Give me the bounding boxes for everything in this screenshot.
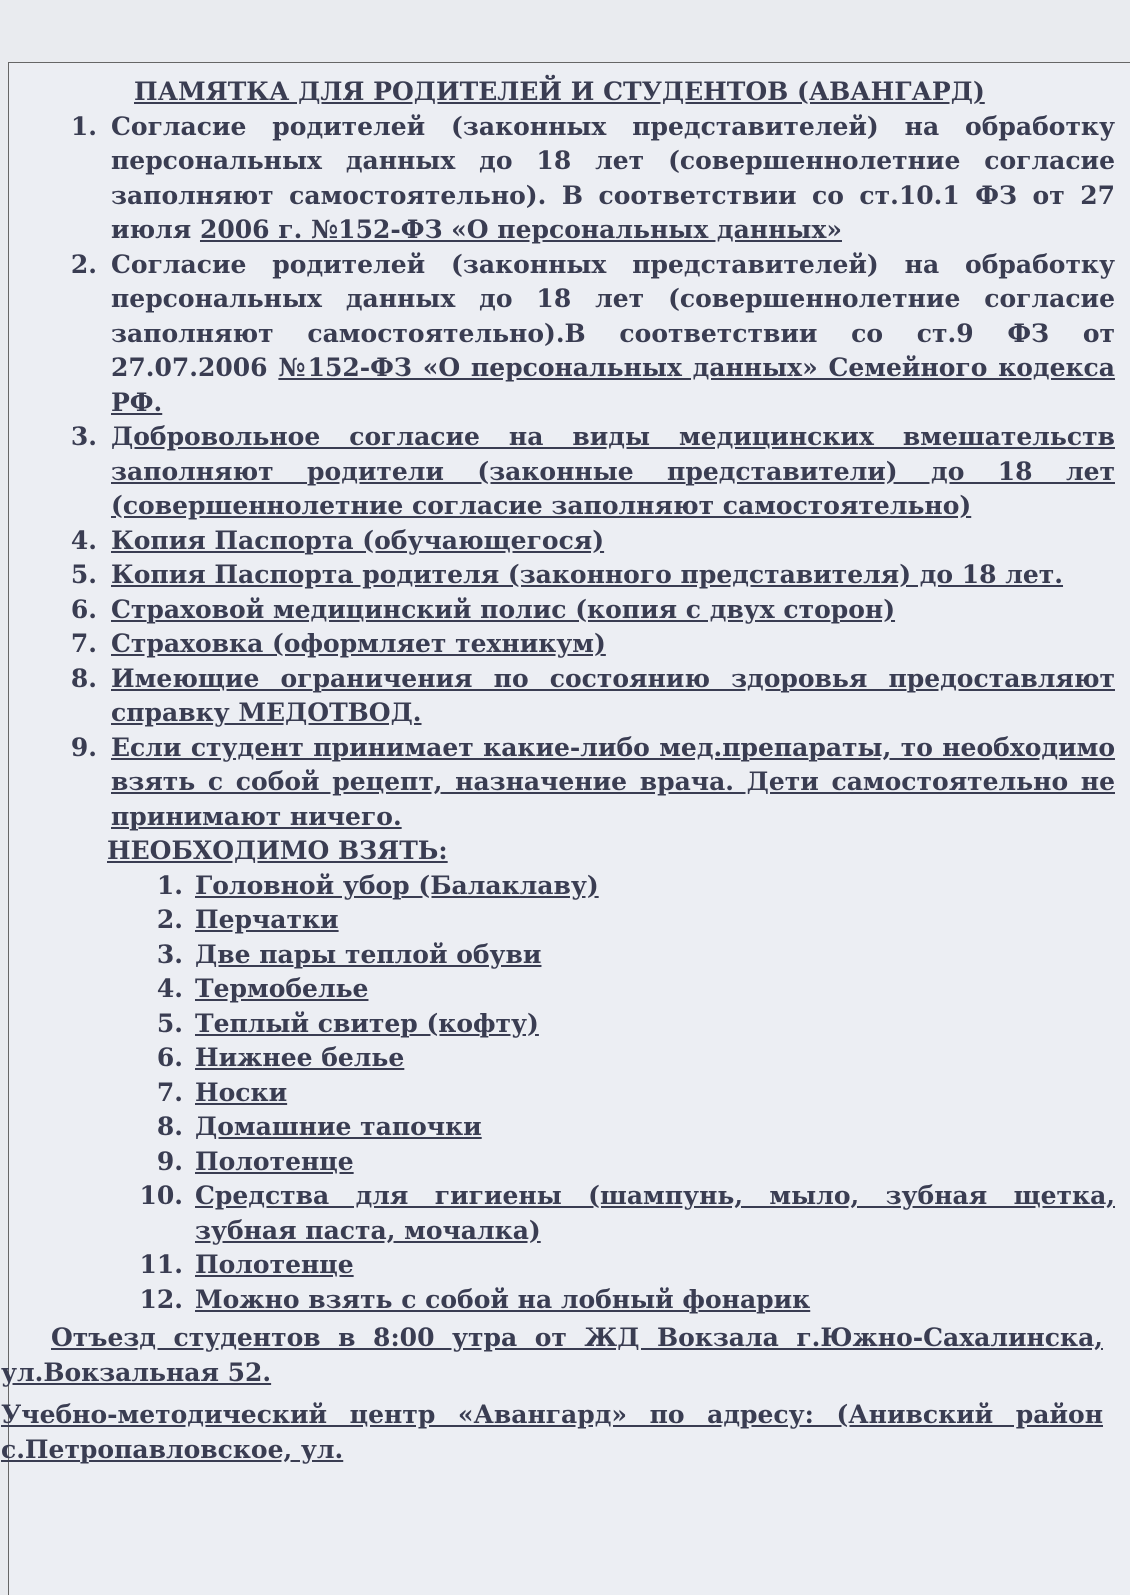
list-item-underlined-text: Копия Паспорта родителя (законного представителя) до 18 лет. <box>111 560 1064 589</box>
list-item <box>9 593 1115 628</box>
list-item-text <box>111 558 1115 593</box>
need-item-text: Термобелье <box>195 974 369 1003</box>
need-item <box>9 1248 1115 1283</box>
need-item-number: 1. <box>156 870 183 900</box>
center-address-text: Учебно-методический центр «Авангард» по адресу: (Анивский район с.Петропавловское, ул. <box>1 1400 1103 1464</box>
list-item-plain-text: Согласие родителей (законных представителей) на обработку персональных данных до 18 лет (совершеннолетние согласие заполняют самостоятельно).В соответствии со ст.9 ФЗ от 27.07.2006 <box>111 249 1115 382</box>
list-item <box>9 662 1115 731</box>
list-item-underlined-text: Копия Паспорта (обучающегося) <box>111 525 605 555</box>
list-item-text <box>111 248 1115 421</box>
need-item-text: Теплый свитер (кофту) <box>195 1008 539 1038</box>
need-item <box>9 938 1115 973</box>
list-item-underlined-text: 2006 г. №152-ФЗ «О персональных данных» <box>199 215 842 244</box>
need-item-text: Перчатки <box>195 905 339 934</box>
list-item-text <box>111 420 1115 524</box>
list-item-number: 4. <box>70 525 97 555</box>
need-item-number: 3. <box>156 939 183 969</box>
need-item-text: Средства для гигиены (шампунь, мыло, зубная щетка, зубная паста, мочалка) <box>195 1181 1115 1245</box>
list-item-underlined-text: Имеющие ограничения по состоянию здоровья предоставляют справку МЕДОТВОД. <box>111 663 1115 727</box>
list-item-underlined-text: Добровольное согласие на виды медицинских вмешательств заполняют родители (законные представители) до 18 лет (совершеннолетние согласие заполняют самостоятельно) <box>111 422 1115 520</box>
list-item-number: 5. <box>70 560 97 589</box>
list-item-underlined-text: Если студент принимает какие-либо мед.препараты, то необходимо взять с собой рецепт, назначение врача. Дети самостоятельно не принимают ничего. <box>111 732 1115 831</box>
need-item-text: Домашние тапочки <box>195 1112 482 1141</box>
list-item-number: 2. <box>70 249 97 279</box>
need-item <box>9 1179 1115 1248</box>
need-item-number: 5. <box>156 1008 183 1038</box>
list-item <box>9 627 1115 662</box>
need-list <box>9 869 1115 1318</box>
need-item <box>9 1041 1115 1076</box>
need-item <box>9 1076 1115 1111</box>
need-item-number: 4. <box>156 974 183 1003</box>
list-item-number: 7. <box>70 629 97 658</box>
list-item-text <box>111 110 1115 248</box>
need-item-number: 11. <box>139 1250 183 1279</box>
list-item-text <box>111 731 1115 835</box>
need-item <box>9 1110 1115 1145</box>
need-item <box>9 869 1115 904</box>
need-item-number: 2. <box>156 905 183 934</box>
need-item-text: Полотенце <box>195 1146 354 1176</box>
need-item-number: 9. <box>156 1146 183 1176</box>
document-title: ПАМЯТКА ДЛЯ РОДИТЕЛЕЙ И СТУДЕНТОВ (АВАНГАРД) <box>134 77 985 106</box>
need-item-text: Головной убор (Балаклаву) <box>195 870 599 900</box>
need-item-text: Нижнее белье <box>195 1043 405 1072</box>
need-item-number: 10. <box>139 1181 183 1210</box>
need-item-number: 7. <box>156 1077 183 1107</box>
need-item-number: 6. <box>156 1043 183 1072</box>
list-item-plain-text: Согласие родителей (законных представителей) на обработку персональных данных до 18 лет (совершеннолетние согласие заполняют самостоятельно). В соответствии со ст.10.1 ФЗ от 27 июля <box>111 111 1115 244</box>
list-item <box>9 524 1115 559</box>
need-item <box>9 972 1115 1007</box>
need-item-text: Две пары теплой обуви <box>195 939 542 969</box>
requirements-list <box>9 110 1115 835</box>
footer-info <box>1 1321 1103 1467</box>
list-item-underlined-text: Страховка (оформляет техникум) <box>111 629 606 658</box>
list-item <box>9 248 1115 421</box>
need-item <box>9 1007 1115 1042</box>
need-item <box>9 1145 1115 1180</box>
need-item-number: 8. <box>156 1112 183 1141</box>
need-heading: НЕОБХОДИМО ВЗЯТЬ: <box>107 836 448 865</box>
list-item-number: 9. <box>70 732 97 762</box>
need-item-text: Носки <box>195 1077 288 1107</box>
list-item-underlined-text: №152-ФЗ «О персональных данных» Семейного кодекса РФ. <box>111 353 1115 417</box>
list-item-text <box>111 627 1115 662</box>
list-item-number: 6. <box>70 594 97 624</box>
list-item-text <box>111 662 1115 731</box>
list-item <box>9 420 1115 524</box>
list-item-underlined-text: Страховой медицинский полис (копия с двух сторон) <box>111 594 896 624</box>
need-item <box>9 1283 1115 1318</box>
need-item <box>9 903 1115 938</box>
list-item-number: 1. <box>70 111 97 141</box>
document-content <box>1 63 1115 1467</box>
list-item <box>9 558 1115 593</box>
list-item-text <box>111 593 1115 628</box>
need-item-text: Можно взять с собой на лобный фонарик <box>195 1284 811 1314</box>
document-sheet <box>1 62 1130 1595</box>
departure-text: Отъезд студентов в 8:00 утра от ЖД Вокзала г.Южно-Сахалинска, ул.Вокзальная 52. <box>1 1323 1103 1387</box>
list-item <box>9 110 1115 248</box>
list-item-number: 8. <box>70 663 97 693</box>
list-item-text <box>111 524 1115 559</box>
list-item <box>9 731 1115 835</box>
need-item-text: Полотенце <box>195 1250 354 1279</box>
list-item-number: 3. <box>70 422 97 451</box>
need-item-number: 12. <box>139 1284 183 1314</box>
